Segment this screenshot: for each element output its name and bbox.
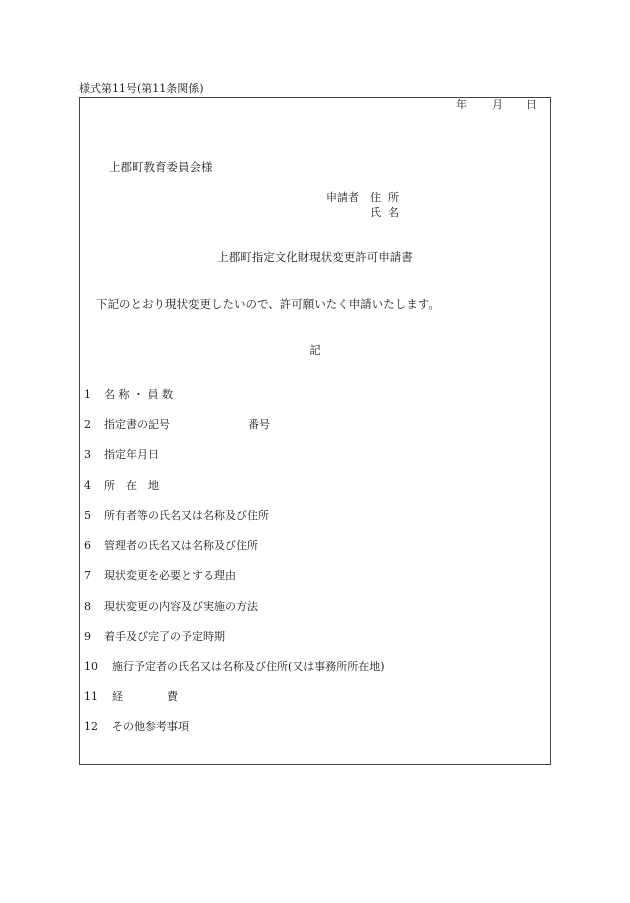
list-item [84,718,189,734]
form-number-label: 様式第11号(第11条関係) [79,82,204,95]
item-label: 所 在 地 [104,479,159,492]
list-item [84,537,258,553]
item-label: 指定年月日 [104,448,159,461]
item-number: 5 [84,509,91,522]
item-sub-label: 番号 [248,418,270,431]
list-item [84,507,269,523]
item-number: 10 [84,660,98,673]
item-label: その他参考事項 [112,720,189,733]
date-year-label: 年 [456,98,467,111]
item-number: 2 [84,418,91,431]
item-number: 4 [84,479,91,492]
item-label: 着手及び完了の予定時期 [104,630,225,643]
item-label: 現状変更を必要とする理由 [104,569,236,582]
ki-heading: 記 [309,343,321,357]
list-item [84,688,178,704]
item-number: 8 [84,600,91,613]
list-item [84,446,159,462]
item-number: 12 [84,720,98,733]
item-number: 6 [84,539,91,552]
request-statement: 下記のとおり現状変更したいので、許可願いたく申請いたします。 [96,297,440,311]
date-month-label: 月 [492,98,503,111]
list-item [84,598,258,614]
item-number: 11 [84,690,98,703]
addressee: 上郡町教育委員会様 [109,160,213,174]
document-title: 上郡町指定文化財現状変更許可申請書 [217,250,413,264]
list-item [84,658,385,674]
item-number: 1 [84,388,91,401]
list-item [84,416,270,432]
date-day-label: 日 [526,98,537,111]
item-label: 指定書の記号 [104,418,170,431]
item-label: 現状変更の内容及び実施の方法 [104,600,258,613]
applicant-address-label: 住所 [370,191,406,204]
item-label: 所有者等の氏名又は名称及び住所 [104,509,269,522]
item-number: 9 [84,630,91,643]
item-label: 経 費 [112,690,178,703]
item-number: 3 [84,448,91,461]
item-label: 施行予定者の氏名又は名称及び住所(又は事務所所在地) [112,660,385,673]
applicant-name-label: 氏名 [370,206,406,219]
item-number: 7 [84,569,91,582]
list-item [84,477,159,493]
applicant-label: 申請者 [326,191,359,204]
list-item [84,386,173,402]
item-label: 管理者の氏名又は名称及び住所 [104,539,258,552]
item-label: 名 称 ・ 員 数 [104,388,173,401]
list-item [84,567,236,583]
application-form-frame [79,97,551,765]
list-item [84,628,225,644]
